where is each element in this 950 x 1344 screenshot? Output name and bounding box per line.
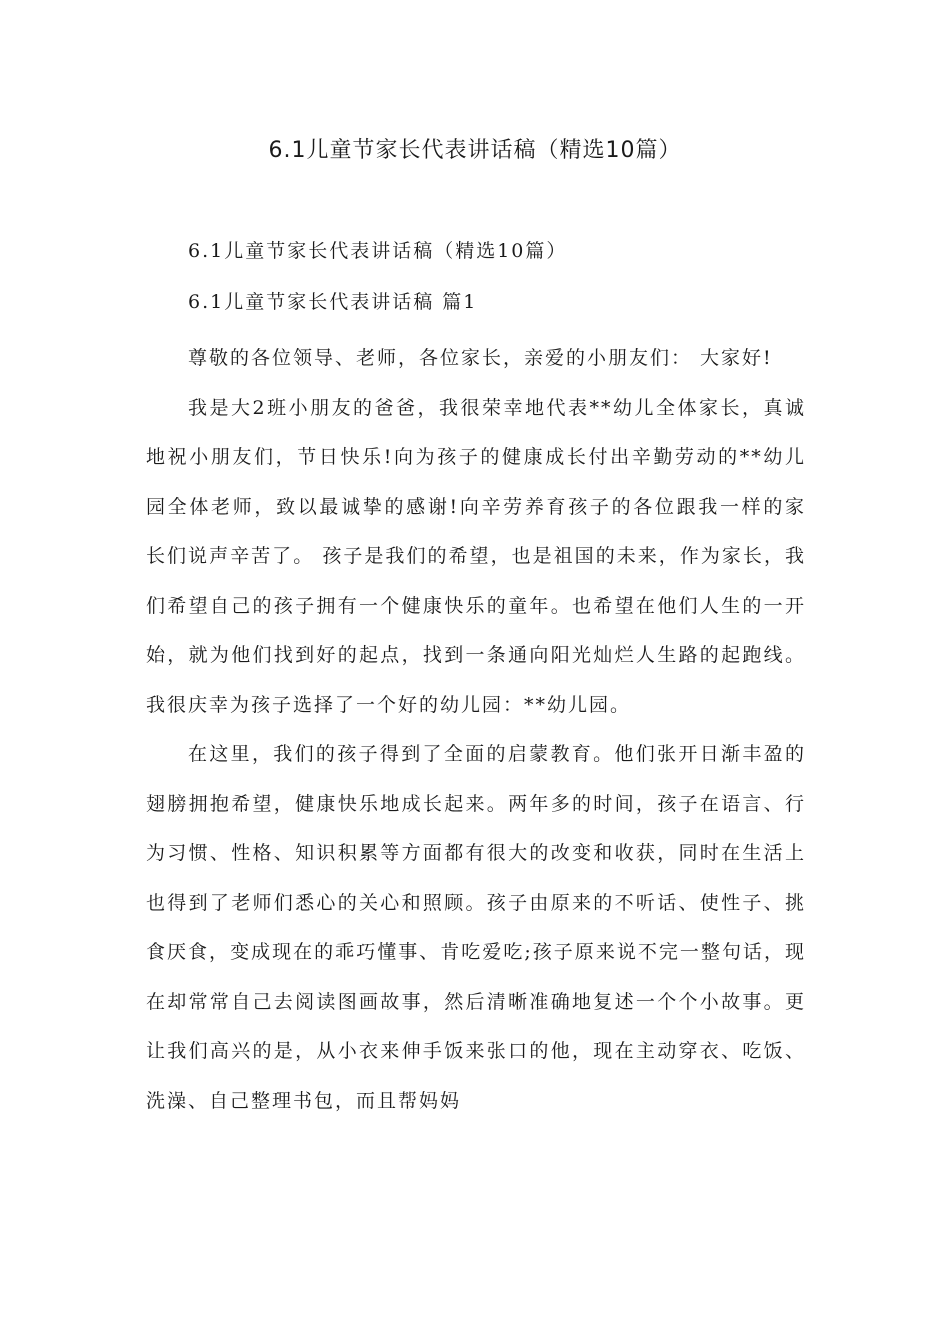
document-subtitle: 6.1儿童节家长代表讲话稿（精选10篇） [188, 240, 568, 262]
paragraph-greeting: 尊敬的各位领导、老师，各位家长，亲爱的小朋友们： 大家好! [188, 347, 773, 369]
document-body [146, 232, 806, 1126]
document-title: 6.1儿童节家长代表讲话稿（精选10篇） [268, 138, 682, 163]
paragraph-growth: 在这里，我们的孩子得到了全面的启蒙教育。他们张开日渐丰盈的翅膀拥抱希望，健康快乐地成长起来。两年多的时间，孩子在语言、行为习惯、性格、知识积累等方面都有很大的改变和收获，同时在生活上也得到了老师们悉心的关心和照顾。孩子由原来的不听话、使性子、挑食厌食，变成现在的乖巧懂事、肯吃爱吃;孩子原来说不完一整句话，现在却常常自己去阅读图画故事，然后清晰准确地复述一个个小故事。更让我们高兴的是，从小衣来伸手饭来张口的他，现在主动穿衣、吃饭、洗澡、自己整理书包，而且帮妈妈 [146, 743, 806, 1112]
paragraph-introduction: 我是大2班小朋友的爸爸，我很荣幸地代表**幼儿全体家长，真诚地祝小朋友们，节日快乐!向为孩子的健康成长付出辛勤劳动的**幼儿园全体老师，致以最诚挚的感谢!向辛劳养育孩子的各位跟我一样的家长们说声辛苦了。 孩子是我们的希望，也是祖国的未来，作为家长，我们希望自己的孩子拥有一个健康快乐的童年。也希望在他们人生的一开始，就为他们找到好的起点，找到一条通向阳光灿烂人生路的起跑线。我很庆幸为孩子选择了一个好的幼儿园：**幼儿园。 [146, 396, 806, 716]
section-heading: 6.1儿童节家长代表讲话稿 篇1 [188, 291, 478, 313]
